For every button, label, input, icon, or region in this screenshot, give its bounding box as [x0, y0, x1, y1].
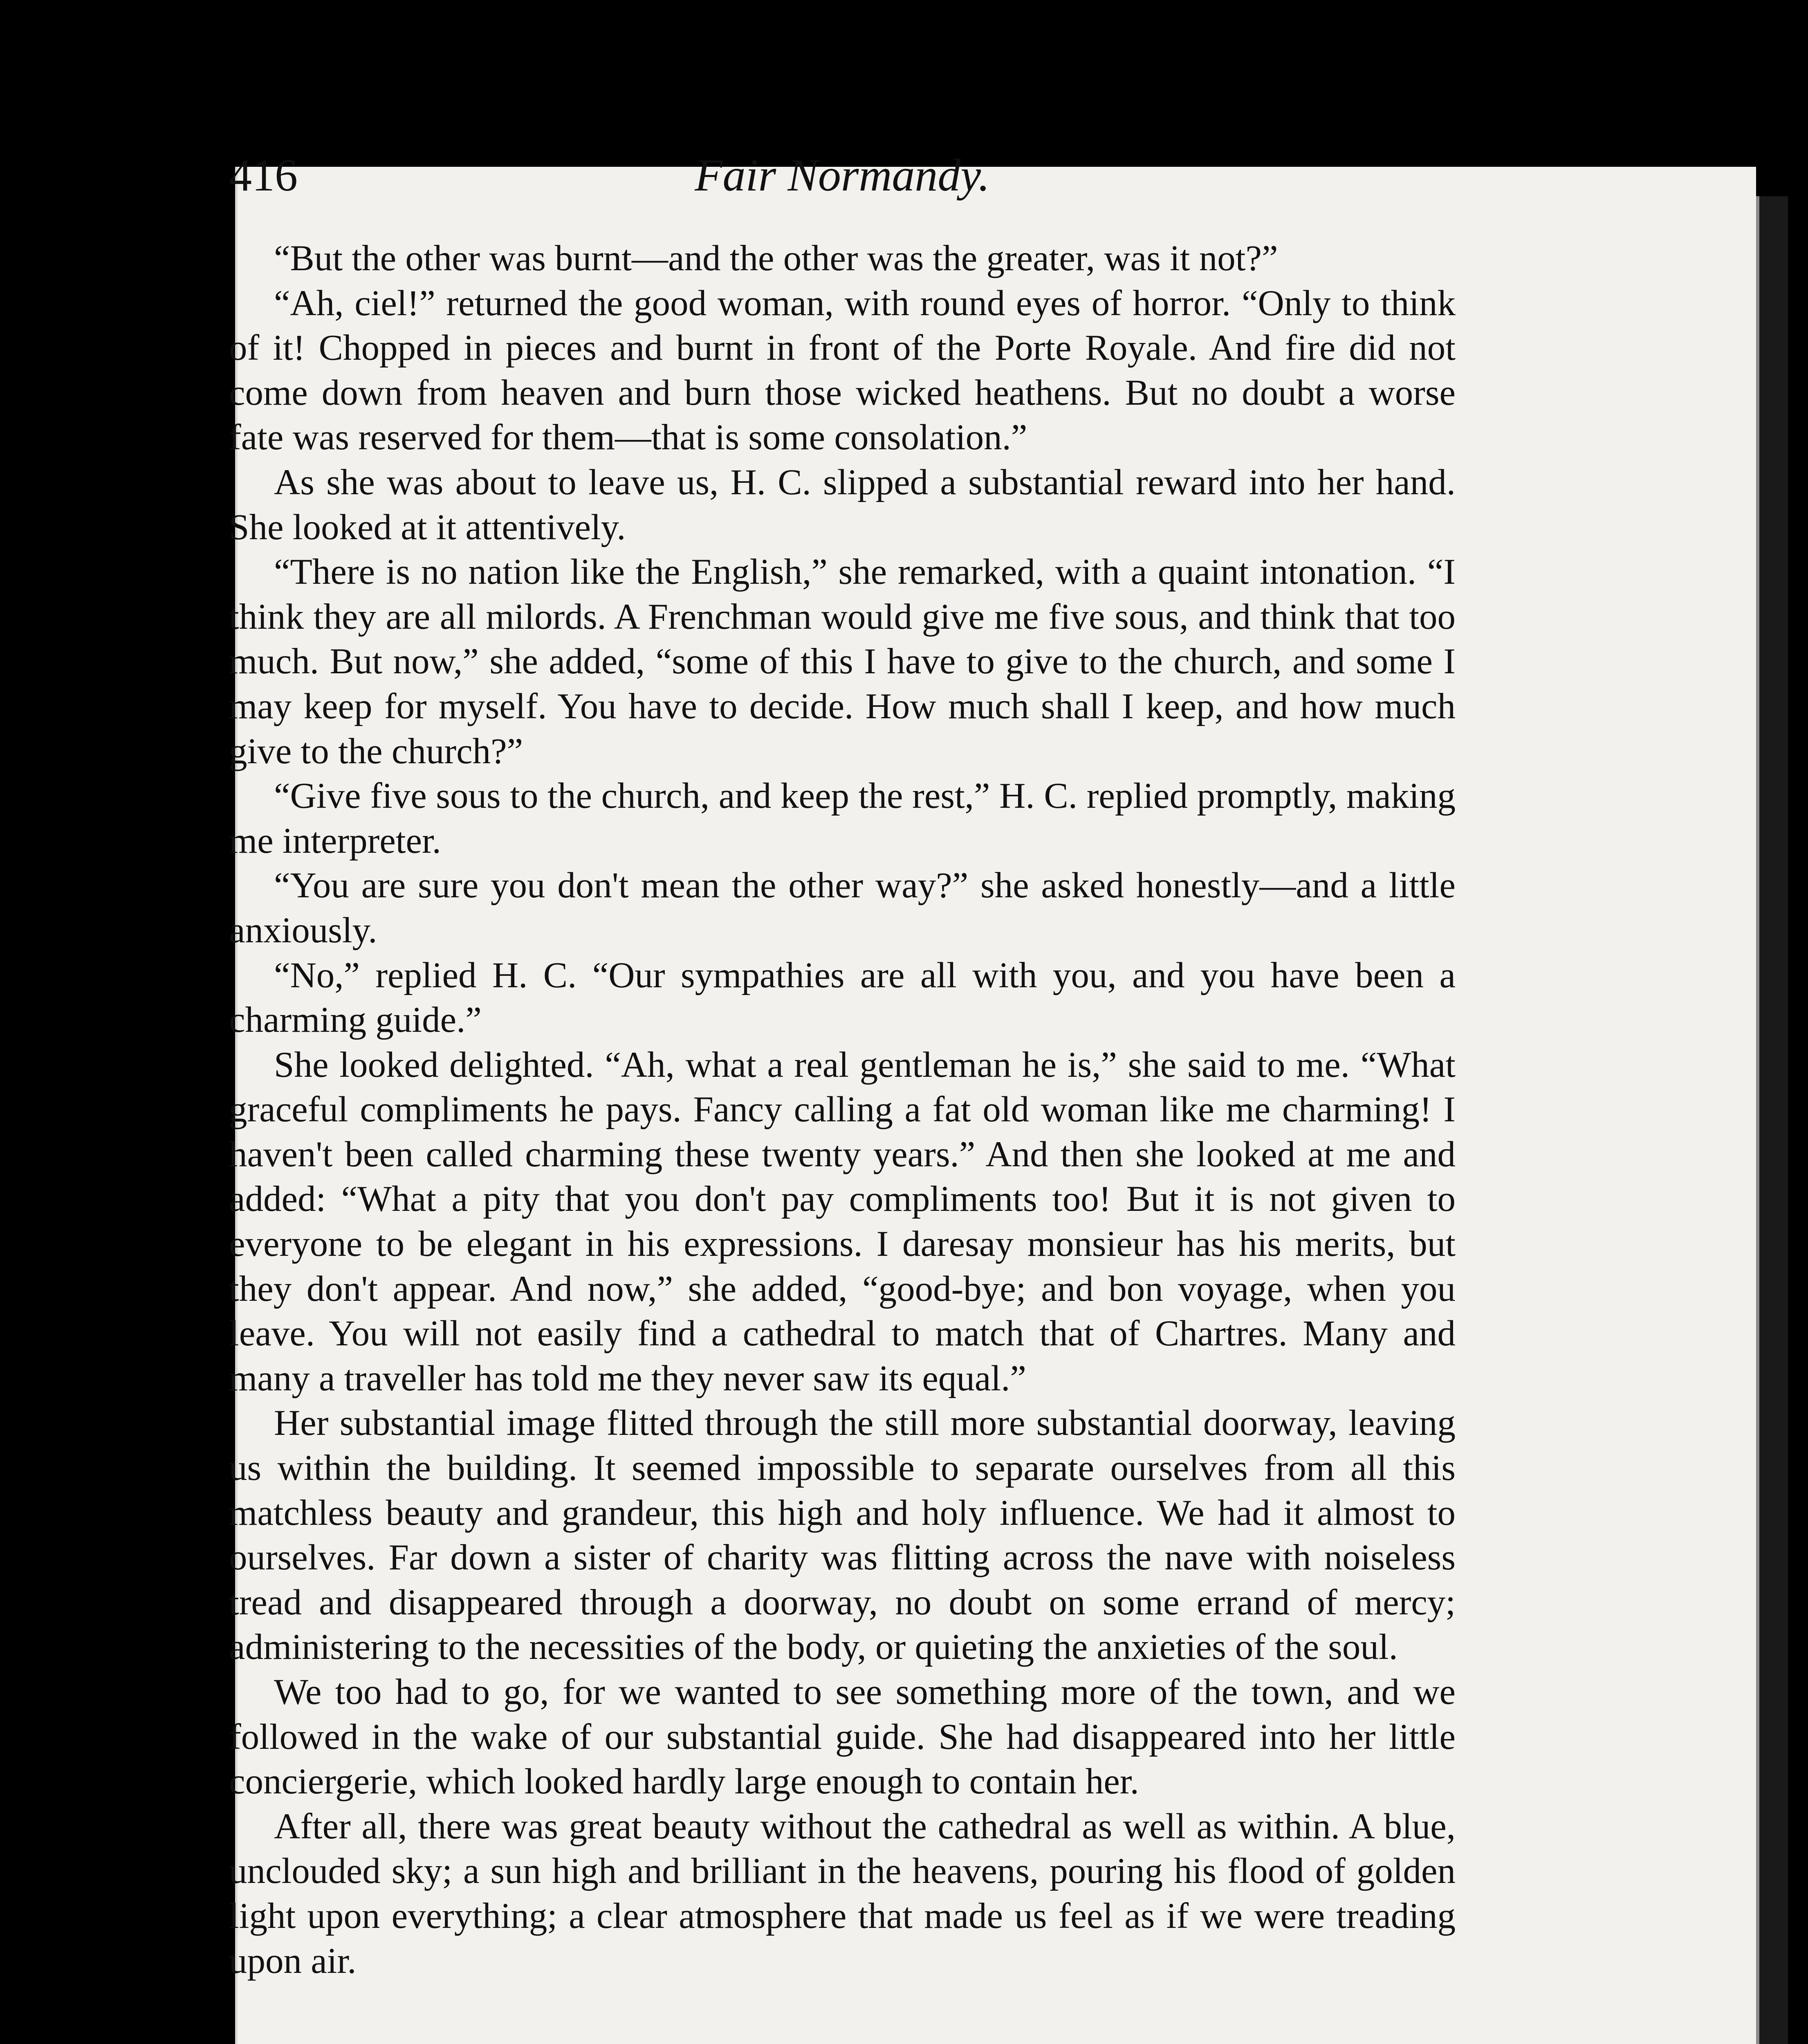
paragraph: “You are sure you don't mean the other way?” she asked honestly—and a little anxiously. [229, 865, 1456, 950]
page-number: 416 [229, 150, 298, 201]
paragraph: “Ah, ciel!” returned the good woman, with round eyes of horror. “Only to think of it! Chopped in pieces and burnt in front of the Porte Royale. And fire did not come down from heaven and burn those wicked heathens. But no doubt a worse fate was reserved for them—that is some consolation.” [229, 283, 1456, 458]
running-title: Fair Normandy. [695, 150, 990, 201]
paragraph: “Give five sous to the church, and keep the rest,” H. C. replied promptly, making me interpreter. [229, 776, 1456, 861]
paragraph: “But the other was burnt—and the other was the greater, was it not?” [274, 238, 1278, 278]
paragraph: She looked delighted. “Ah, what a real gentleman he is,” she said to me. “What graceful compliments he pays. Fancy calling a fat old woman like me charming! I haven't been called charming these twenty years.” And then she looked at me and added: “What a pity that you don't pay compliments too! But it is not given to everyone to be elegant in his expressions. I daresay monsieur has his merits, but they don't appear. And now,” she added, “good-bye; and bon voyage, when you leave. You will not easily find a cathedral to match that of Chartres. Many and many a traveller has told me they never saw its equal.” [229, 1044, 1456, 1399]
running-head [229, 149, 1456, 206]
page-edge [1756, 196, 1788, 2044]
paragraph: Her substantial image flitted through the still more substantial doorway, leaving us within the building. It seemed impossible to separate ourselves from all this matchless beauty and grandeur, this high and holy influence. We had it almost to ourselves. Far down a sister of charity was flitting across the nave with noiseless tread and disappeared through a doorway, no doubt on some errand of mercy; administering to the necessities of the body, or quieting the anxieties of the soul. [229, 1403, 1456, 1667]
paragraph: As she was about to leave us, H. C. slipped a substantial reward into her hand. She looked at it attentively. [229, 462, 1456, 547]
body-text [229, 236, 1456, 1983]
paragraph: We too had to go, for we wanted to see something more of the town, and we followed in the wake of our substantial guide. She had disappeared into her little conciergerie, which looked hardly large enough to contain her. [229, 1672, 1456, 1802]
paragraph: “There is no nation like the English,” she remarked, with a quaint intonation. “I think they are all milords. A Frenchman would give me five sous, and think that too much. But now,” she added, “some of this I have to give to the church, and some I may keep for myself. You have to decide. How much shall I keep, and how much give to the church?” [229, 552, 1456, 771]
paragraph: “No,” replied H. C. “Our sympathies are all with you, and you have been a charming guide.” [229, 955, 1456, 1040]
paragraph: After all, there was great beauty without the cathedral as well as within. A blue, unclouded sky; a sun high and brilliant in the heavens, pouring his flood of golden light upon everything; a clear atmosphere that made us feel as if we were treading upon air. [229, 1806, 1456, 1981]
